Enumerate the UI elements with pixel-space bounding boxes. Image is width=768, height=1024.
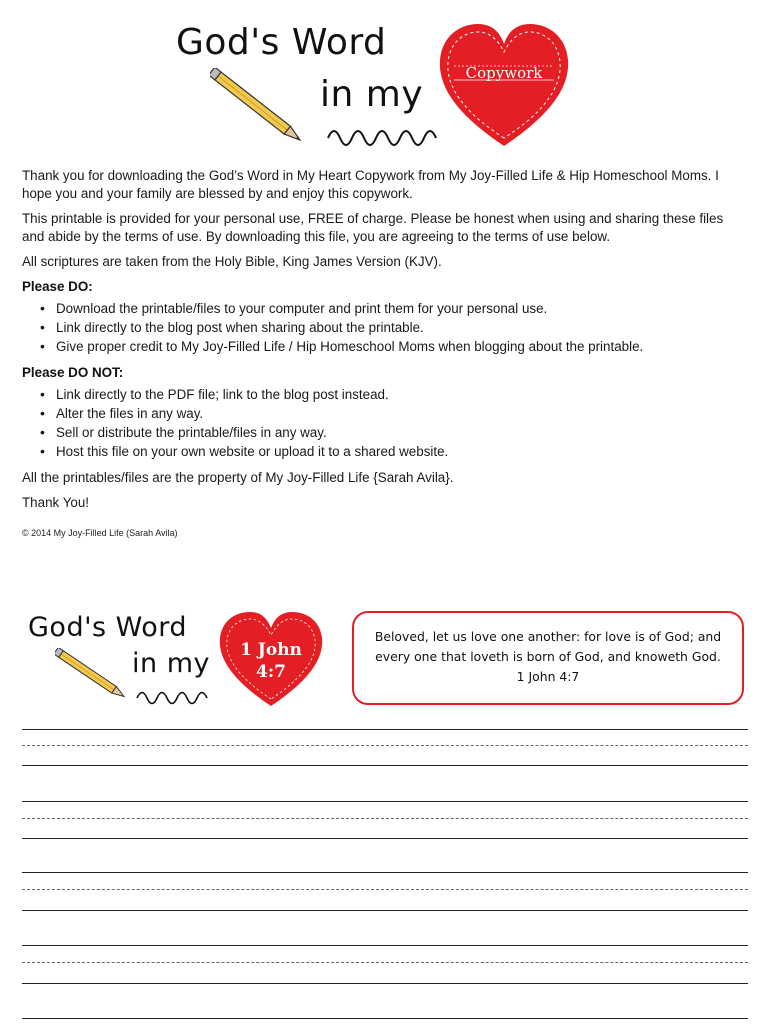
heart-icon: [216, 610, 326, 708]
do-not-item: • Alter the files in any way.: [22, 404, 748, 423]
writing-line-base: [22, 838, 748, 839]
do-not-item: • Host this file on your own website or upload it to a shared website.: [22, 442, 748, 461]
do-item: • Link directly to the blog post when sharing about the printable.: [22, 318, 748, 337]
property-statement: All the printables/files are the property of My Joy-Filled Life {Sarah Avila}.: [22, 470, 454, 485]
do-not-list: [22, 385, 748, 461]
writing-line-base: [22, 910, 748, 911]
do-item: • Download the printable/files to your computer and print them for your personal use.: [22, 299, 748, 318]
intro-paragraph-2: This printable is provided for your personal use, FREE of charge. Please be honest when using and sharing these files and abide by the terms of use. By downloading this file, you are agreeing to the terms of use below.: [22, 211, 724, 244]
logo-title-line1: God's Word: [176, 22, 387, 63]
copywork-title-line2: in my: [132, 648, 210, 679]
heart-label: Copywork: [465, 64, 543, 82]
pencil-squiggle-icon: [210, 68, 460, 148]
heart-reference-line1: 1 John: [240, 640, 302, 660]
writing-line-mid: [22, 818, 748, 819]
do-heading: Please DO:: [22, 279, 93, 294]
do-not-item: • Link directly to the PDF file; link to the blog post instead.: [22, 385, 748, 404]
intro-section: [22, 167, 748, 538]
intro-paragraph-1: Thank you for downloading the God’s Word in My Heart Copywork from My Joy-Filled Life & Hip Homeschool Moms. I hope you and your family are blessed by and enjoy this copywork.: [22, 168, 719, 201]
writing-line-top: [22, 872, 748, 873]
verse-line: Beloved, let us love one another: for love is of God; and: [374, 629, 722, 644]
intro-paragraph-3: All scriptures are taken from the Holy Bible, King James Version (KJV).: [22, 254, 442, 269]
pencil-squiggle-icon: [55, 648, 235, 708]
writing-line-top: [22, 945, 748, 946]
heart-reference-line2: 4:7: [256, 662, 286, 682]
thank-you: Thank You!: [22, 495, 90, 510]
verse-box: [352, 611, 744, 705]
writing-line-base: [22, 765, 748, 766]
writing-line-mid: [22, 962, 748, 963]
do-list: [22, 299, 748, 356]
verse-line: every one that loveth is born of God, and knoweth God.: [375, 649, 721, 664]
logo-title-line2: in my: [320, 74, 424, 115]
writing-line-mid: [22, 889, 748, 890]
copyright-notice: © 2014 My Joy-Filled Life (Sarah Avila): [22, 528, 178, 538]
heart-icon: [436, 22, 572, 150]
do-not-heading: Please DO NOT:: [22, 365, 124, 380]
writing-line-top: [22, 729, 748, 730]
verse-reference: 1 John 4:7: [516, 669, 580, 684]
writing-line-mid: [22, 745, 748, 746]
do-item: • Give proper credit to My Joy-Filled Life / Hip Homeschool Moms when blogging about the printable.: [22, 337, 748, 356]
writing-line-base: [22, 983, 748, 984]
copywork-title-line1: God's Word: [28, 612, 188, 643]
writing-line-top: [22, 1018, 748, 1019]
writing-line-top: [22, 801, 748, 802]
do-not-item: • Sell or distribute the printable/files in any way.: [22, 423, 748, 442]
